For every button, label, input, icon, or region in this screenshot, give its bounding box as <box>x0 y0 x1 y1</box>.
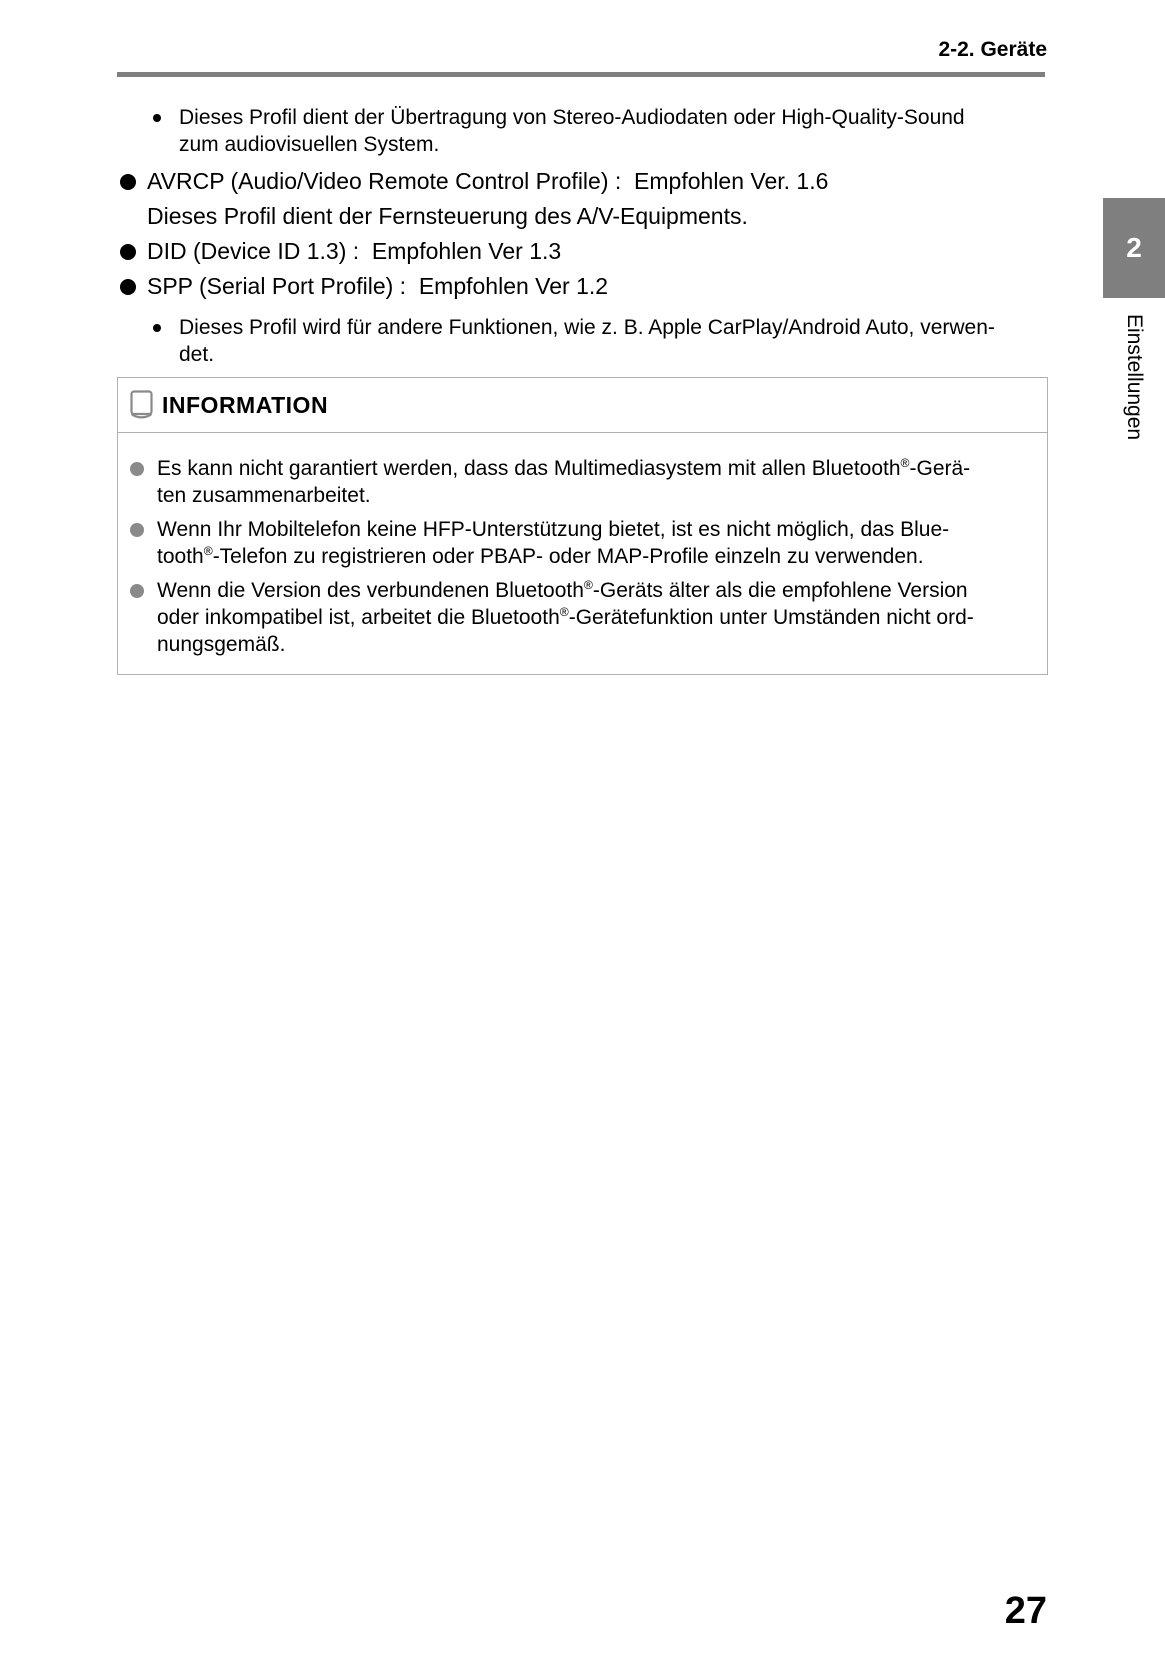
chapter-number: 2 <box>1126 232 1142 263</box>
list-item-text: DID (Device ID 1.3) : Empfohlen Ver 1.3 <box>147 238 562 264</box>
gray-bullet-icon <box>130 462 144 476</box>
list-item-text: SPP (Serial Port Profile) : Empfohlen Ver 1.2 <box>147 273 609 299</box>
list-item-text: AVRCP (Audio/Video Remote Control Profile) : Empfohlen Ver. 1.6 Dieses Profil dient der Fernsteuerung des A/V-Equipments. <box>147 168 829 229</box>
information-items <box>118 433 1047 670</box>
profile-list <box>115 104 1035 368</box>
circle-bullet-icon <box>120 279 136 295</box>
information-item <box>130 516 1033 570</box>
gray-bullet-icon <box>130 584 144 598</box>
book-icon <box>129 390 154 420</box>
header-divider <box>117 72 1045 77</box>
information-item-text: Wenn die Version des verbundenen Bluetooth®-Geräts älter als die empfohlene Version oder inkompatibel ist, arbeitet die Bluetooth®-Gerätefunktion unter Umständen nicht ord- nungsgemäß. <box>157 578 974 656</box>
information-box <box>117 377 1048 675</box>
list-item <box>115 104 1035 158</box>
gray-bullet-icon <box>130 523 144 537</box>
dot-bullet-icon <box>153 324 161 332</box>
chapter-label-vertical <box>1104 314 1164 464</box>
page-number: 27 <box>1004 1590 1047 1632</box>
chapter-label-text: Einstellungen <box>1123 314 1146 441</box>
information-item-text: Es kann nicht garantiert werden, dass das Multimediasystem mit allen Bluetooth®-Gerä- ten zusammenarbeitet. <box>157 456 971 507</box>
circle-bullet-icon <box>120 244 136 260</box>
information-item-text: Wenn Ihr Mobiltelefon keine HFP-Unterstützung bietet, ist es nicht möglich, das Blue- tooth®-Telefon zu registrieren oder PBAP- oder MAP-Profile einzeln zu verwenden. <box>157 518 950 568</box>
list-item <box>115 234 1035 269</box>
chapter-tab <box>1103 198 1165 298</box>
list-item <box>115 269 1035 304</box>
list-item-text: Dieses Profil wird für andere Funktionen, wie z. B. Apple CarPlay/Android Auto, verwen- det. <box>179 316 995 366</box>
list-item <box>115 314 1035 368</box>
information-item <box>130 577 1033 658</box>
information-title: INFORMATION <box>162 391 329 418</box>
list-item <box>115 164 1035 234</box>
information-box-header <box>118 378 1047 433</box>
information-item <box>130 455 1033 509</box>
page-section-title: 2-2. Geräte <box>938 38 1047 61</box>
list-item-text: Dieses Profil dient der Übertragung von Stereo-Audiodaten oder High-Quality-Sound zum audiovisuellen System. <box>179 106 965 156</box>
dot-bullet-icon <box>153 114 161 122</box>
circle-bullet-icon <box>120 174 136 190</box>
